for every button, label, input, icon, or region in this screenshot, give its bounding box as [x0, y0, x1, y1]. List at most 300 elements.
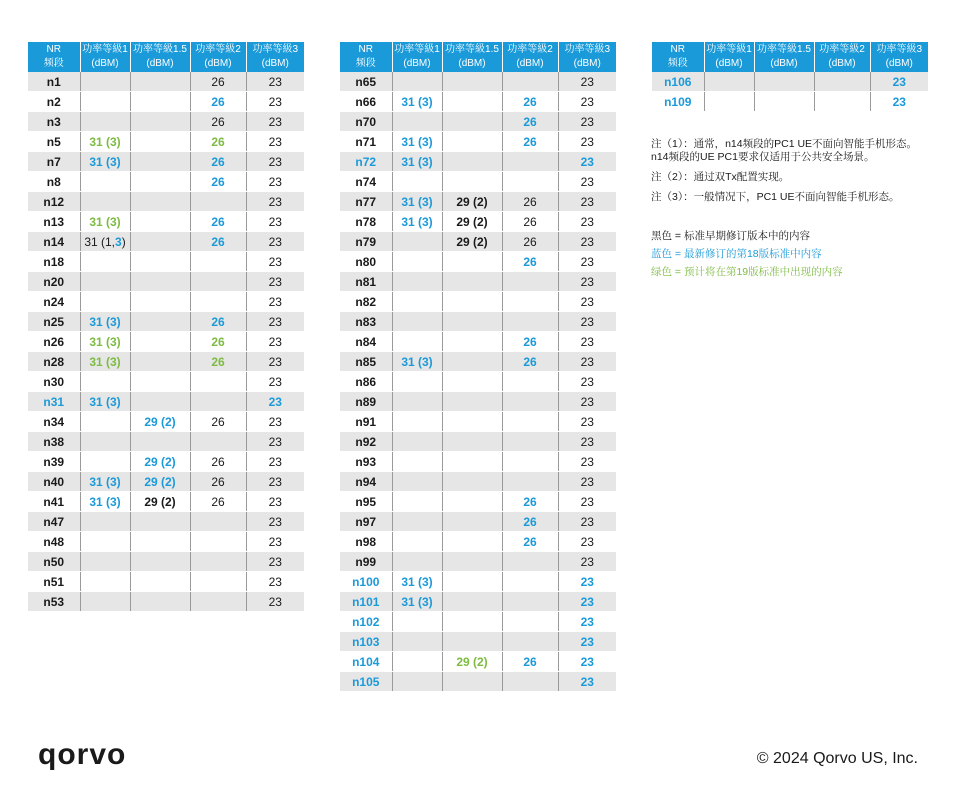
pc1-cell — [392, 232, 442, 252]
copyright-text: © 2024 Qorvo US, Inc. — [756, 750, 918, 767]
pc2-cell — [502, 292, 558, 312]
band-cell: n18 — [28, 252, 80, 272]
pc1-cell — [80, 92, 130, 112]
pc2-cell: 26 — [190, 352, 246, 372]
pc2-cell — [502, 392, 558, 412]
pc15-cell — [442, 252, 502, 272]
pc2-cell: 26 — [502, 192, 558, 212]
pc1-cell — [392, 272, 442, 292]
header-pc2 — [502, 42, 558, 72]
pc15-cell — [130, 432, 190, 452]
table-header — [28, 42, 304, 72]
header-line: (dBM) — [885, 58, 913, 69]
band-cell: n92 — [340, 432, 392, 452]
header-line: 功率等級3 — [564, 44, 611, 55]
pc2-cell: 26 — [190, 232, 246, 252]
pc3-cell: 23 — [246, 72, 304, 92]
header-line: NR — [670, 44, 685, 55]
header-line: NR — [46, 44, 61, 55]
table-row — [340, 372, 616, 392]
table-row — [28, 512, 304, 532]
table-row — [28, 352, 304, 372]
header-line: 功率等級2 — [819, 44, 865, 55]
pc15-cell — [130, 172, 190, 192]
pc15-cell — [442, 92, 502, 112]
pc1-cell — [704, 72, 754, 92]
pc2-cell — [502, 592, 558, 612]
pc15-cell — [442, 332, 502, 352]
pc1-cell — [80, 452, 130, 472]
pc2-cell — [502, 572, 558, 592]
band-cell: n51 — [28, 572, 80, 592]
pc2-cell: 26 — [502, 112, 558, 132]
pc2-cell: 26 — [190, 312, 246, 332]
pc3-cell: 23 — [558, 272, 616, 292]
band-cell: n12 — [28, 192, 80, 212]
band-cell: n53 — [28, 592, 80, 612]
table-row — [340, 432, 616, 452]
table-row — [340, 192, 616, 212]
band-cell: n82 — [340, 292, 392, 312]
pc2-cell: 26 — [502, 232, 558, 252]
pc2-cell: 26 — [190, 152, 246, 172]
pc15-cell — [442, 452, 502, 472]
pc3-cell: 23 — [246, 292, 304, 312]
pc15-cell: 29 (2) — [442, 212, 502, 232]
pc3-cell: 23 — [558, 392, 616, 412]
table-row — [340, 492, 616, 512]
pc15-cell — [130, 352, 190, 372]
header-pc15 — [754, 42, 814, 72]
pc3-cell: 23 — [558, 532, 616, 552]
pc2-cell — [190, 192, 246, 212]
pc3-cell: 23 — [558, 612, 616, 632]
pc15-cell — [130, 332, 190, 352]
pc3-cell: 23 — [558, 372, 616, 392]
pc15-cell — [130, 132, 190, 152]
pc1-cell: 31 (3) — [80, 212, 130, 232]
header-pc1 — [80, 42, 130, 72]
band-cell: n47 — [28, 512, 80, 532]
pc1-cell — [80, 572, 130, 592]
table-row — [340, 132, 616, 152]
header-line: 功率等級1.5 — [757, 44, 811, 55]
pc1-cell — [392, 652, 442, 672]
pc1-cell — [392, 552, 442, 572]
pc2-cell — [502, 372, 558, 392]
table-row — [28, 412, 304, 432]
header-line: (dBM) — [146, 58, 174, 69]
table-row — [340, 632, 616, 652]
header-line: 功率等級1 — [706, 44, 752, 55]
table-row — [28, 272, 304, 292]
pc2-cell — [190, 372, 246, 392]
table-row — [340, 232, 616, 252]
pc15-cell — [442, 272, 502, 292]
band-cell: n81 — [340, 272, 392, 292]
pc1-cell — [392, 252, 442, 272]
pc15-cell: 29 (2) — [442, 192, 502, 212]
pc3-cell: 23 — [246, 592, 304, 612]
table-row — [28, 212, 304, 232]
table-row — [28, 392, 304, 412]
pc1-cell: 31 (3) — [80, 472, 130, 492]
band-cell: n80 — [340, 252, 392, 272]
band-cell: n97 — [340, 512, 392, 532]
table-row — [340, 512, 616, 532]
header-band — [340, 42, 392, 72]
pc15-cell — [130, 272, 190, 292]
band-cell: n102 — [340, 612, 392, 632]
table-row — [28, 492, 304, 512]
pc3-cell: 23 — [558, 632, 616, 652]
band-cell: n20 — [28, 272, 80, 292]
band-cell: n1 — [28, 72, 80, 92]
pc15-cell: 29 (2) — [130, 472, 190, 492]
pc3-cell: 23 — [246, 172, 304, 192]
pc3-cell: 23 — [870, 92, 928, 112]
table-row — [340, 532, 616, 552]
table-row — [340, 172, 616, 192]
table-row — [340, 292, 616, 312]
table-row — [340, 652, 616, 672]
pc1-cell: 31 (3) — [392, 212, 442, 232]
pc1-cell: 31 (3) — [392, 92, 442, 112]
table-row — [28, 472, 304, 492]
band-cell: n93 — [340, 452, 392, 472]
pc15-cell — [130, 152, 190, 172]
pc15-cell — [442, 532, 502, 552]
pc15-cell — [130, 212, 190, 232]
pc1-cell: 31 (3) — [80, 352, 130, 372]
table-row — [28, 312, 304, 332]
pc15-cell — [130, 72, 190, 92]
pc15-cell — [130, 512, 190, 532]
band-cell: n95 — [340, 492, 392, 512]
band-cell: n74 — [340, 172, 392, 192]
pc2-cell: 26 — [190, 92, 246, 112]
pc15-cell — [442, 172, 502, 192]
band-cell: n5 — [28, 132, 80, 152]
pc3-cell: 23 — [558, 512, 616, 532]
band-cell: n66 — [340, 92, 392, 112]
pc1-cell: 31 (3) — [392, 592, 442, 612]
pc1-cell — [392, 292, 442, 312]
pc1-cell — [392, 492, 442, 512]
band-cell: n79 — [340, 232, 392, 252]
header-band — [652, 42, 704, 72]
legend-green: 绿色 = 预计将在第19版标准中出现的内容 — [651, 266, 843, 278]
pc3-cell: 23 — [246, 272, 304, 292]
pc2-cell — [502, 272, 558, 292]
band-cell: n25 — [28, 312, 80, 332]
pc3-cell: 23 — [558, 652, 616, 672]
header-pc15 — [442, 42, 502, 72]
pc1-cell — [392, 392, 442, 412]
pc3-cell: 23 — [558, 292, 616, 312]
pc3-cell: 23 — [558, 472, 616, 492]
pc15-cell — [130, 372, 190, 392]
header-line: (dBM) — [770, 58, 798, 69]
table-row — [28, 332, 304, 352]
table-row — [28, 372, 304, 392]
band-cell: n7 — [28, 152, 80, 172]
header-line: (dBM) — [261, 58, 289, 69]
pc3-cell: 23 — [246, 552, 304, 572]
table-row — [340, 392, 616, 412]
pc15-cell — [442, 292, 502, 312]
pc15-cell — [442, 432, 502, 452]
pc1-cell: 31 (3) — [80, 132, 130, 152]
pc3-cell: 23 — [558, 452, 616, 472]
pc1-cell — [80, 532, 130, 552]
pc1-cell: 31 (3) — [80, 332, 130, 352]
band-cell: n38 — [28, 432, 80, 452]
pc1-cell — [392, 452, 442, 472]
table-row — [28, 192, 304, 212]
header-line: (dBM) — [403, 58, 431, 69]
pc15-cell — [130, 112, 190, 132]
pc1-cell — [80, 592, 130, 612]
pc3-cell: 23 — [558, 152, 616, 172]
band-cell: n94 — [340, 472, 392, 492]
header-line: NR — [358, 44, 373, 55]
pc2-cell — [502, 172, 558, 192]
pc2-cell: 26 — [502, 252, 558, 272]
power-class-table-1 — [28, 42, 304, 612]
note-1-line-2: n14频段的UE PC1要求仅适用于公共安全场景。 — [651, 151, 875, 163]
pc2-cell: 26 — [190, 492, 246, 512]
pc1-cell — [392, 632, 442, 652]
pc2-cell — [502, 552, 558, 572]
header-line: 功率等級1 — [394, 44, 440, 55]
pc3-cell: 23 — [558, 172, 616, 192]
table-row — [340, 92, 616, 112]
pc15-cell — [130, 312, 190, 332]
pc2-cell — [502, 612, 558, 632]
pc2-cell — [190, 392, 246, 412]
pc1-cell: 31 (3) — [392, 572, 442, 592]
header-line: 频段 — [355, 58, 376, 69]
pc2-cell — [814, 72, 870, 92]
pc15-cell — [130, 192, 190, 212]
pc2-cell — [814, 92, 870, 112]
pc2-cell: 26 — [190, 72, 246, 92]
pc2-cell — [502, 72, 558, 92]
band-cell: n28 — [28, 352, 80, 372]
table-row — [28, 252, 304, 272]
pc2-cell: 26 — [502, 492, 558, 512]
band-cell: n50 — [28, 552, 80, 572]
pc15-cell — [130, 292, 190, 312]
table-row — [340, 212, 616, 232]
pc15-cell: 29 (2) — [130, 412, 190, 432]
pc2-cell — [502, 632, 558, 652]
pc15-cell — [130, 532, 190, 552]
pc15-cell — [442, 372, 502, 392]
pc2-cell: 26 — [502, 332, 558, 352]
pc15-cell — [442, 72, 502, 92]
band-cell: n30 — [28, 372, 80, 392]
pc15-cell — [130, 232, 190, 252]
header-band — [28, 42, 80, 72]
band-cell: n3 — [28, 112, 80, 132]
pc15-cell — [130, 252, 190, 272]
pc3-cell: 23 — [246, 572, 304, 592]
table-row — [28, 432, 304, 452]
header-line: (dBM) — [828, 58, 856, 69]
pc1-cell: 31 (3) — [392, 192, 442, 212]
pc1-cell — [80, 172, 130, 192]
header-pc2 — [190, 42, 246, 72]
band-cell: n83 — [340, 312, 392, 332]
pc2-cell: 26 — [190, 212, 246, 232]
note-2: 注（2）：通过双Tx配置实现。 — [651, 171, 790, 183]
table-row — [28, 172, 304, 192]
pc15-cell — [442, 152, 502, 172]
pc2-cell — [502, 312, 558, 332]
band-cell: n77 — [340, 192, 392, 212]
header-line: 功率等級2 — [507, 44, 553, 55]
pc3-cell: 23 — [246, 152, 304, 172]
band-cell: n101 — [340, 592, 392, 612]
note-1 — [651, 138, 951, 164]
header-line: 频段 — [43, 58, 64, 69]
pc2-cell — [190, 252, 246, 272]
table-row — [28, 132, 304, 152]
table-row — [340, 552, 616, 572]
pc2-cell: 26 — [190, 332, 246, 352]
pc3-cell: 23 — [246, 312, 304, 332]
table-row — [652, 72, 928, 92]
pc3-cell: 23 — [558, 592, 616, 612]
pc3-cell: 23 — [246, 352, 304, 372]
pc3-cell: 23 — [246, 92, 304, 112]
header-line: (dBM) — [204, 58, 232, 69]
pc1-cell — [80, 292, 130, 312]
pc2-cell — [190, 512, 246, 532]
band-cell: n2 — [28, 92, 80, 112]
table-row — [340, 332, 616, 352]
qorvo-logo — [38, 740, 150, 770]
pc1-cell — [392, 372, 442, 392]
pc3-cell: 23 — [558, 72, 616, 92]
pc3-cell: 23 — [558, 572, 616, 592]
pc1-cell — [80, 192, 130, 212]
pc1-cell — [392, 412, 442, 432]
pc15-cell — [442, 112, 502, 132]
pc1-cell — [392, 432, 442, 452]
table-row — [28, 92, 304, 112]
table-row — [28, 552, 304, 572]
band-cell: n99 — [340, 552, 392, 572]
header-line: 功率等級1.5 — [133, 44, 187, 55]
pc15-cell — [442, 552, 502, 572]
pc1-cell — [392, 312, 442, 332]
pc15-cell — [442, 472, 502, 492]
pc3-cell: 23 — [558, 312, 616, 332]
pc1-cell — [392, 612, 442, 632]
pc3-cell: 23 — [246, 472, 304, 492]
band-cell: n106 — [652, 72, 704, 92]
pc2-cell — [190, 272, 246, 292]
table-row — [340, 672, 616, 692]
table-row — [28, 72, 304, 92]
header-pc3 — [558, 42, 616, 72]
band-cell: n71 — [340, 132, 392, 152]
pc15-cell: 29 (2) — [130, 452, 190, 472]
pc2-cell — [190, 432, 246, 452]
band-cell: n26 — [28, 332, 80, 352]
pc3-cell: 23 — [246, 232, 304, 252]
pc1-cell — [80, 432, 130, 452]
band-cell: n8 — [28, 172, 80, 192]
pc15-cell — [130, 592, 190, 612]
pc2-cell: 26 — [190, 472, 246, 492]
pc2-cell — [502, 472, 558, 492]
pc1-cell — [392, 672, 442, 692]
pc2-cell — [502, 672, 558, 692]
pc1-cell — [392, 72, 442, 92]
table-header — [652, 42, 928, 72]
pc15-cell — [130, 552, 190, 572]
pc15-cell — [442, 612, 502, 632]
header-line: 功率等級1 — [82, 44, 128, 55]
pc3-cell: 23 — [558, 432, 616, 452]
pc1-cell — [392, 512, 442, 532]
pc1-cell — [80, 412, 130, 432]
svg-text:qorvo: qorvo — [38, 740, 127, 770]
pc3-cell: 23 — [246, 492, 304, 512]
band-cell: n103 — [340, 632, 392, 652]
table-row — [28, 292, 304, 312]
pc2-cell: 26 — [190, 132, 246, 152]
power-class-table-2 — [340, 42, 616, 692]
band-cell: n72 — [340, 152, 392, 172]
pc3-cell: 23 — [246, 212, 304, 232]
pc2-cell: 26 — [190, 412, 246, 432]
band-cell: n70 — [340, 112, 392, 132]
pc1-cell — [392, 332, 442, 352]
pc3-cell: 23 — [246, 332, 304, 352]
pc15-cell — [130, 572, 190, 592]
pc1-cell: 31 (1,3) — [80, 232, 130, 252]
pc15-cell — [442, 512, 502, 532]
band-cell: n109 — [652, 92, 704, 112]
pc3-cell: 23 — [558, 192, 616, 212]
pc2-cell: 26 — [190, 112, 246, 132]
table-row — [340, 312, 616, 332]
pc3-cell: 23 — [558, 212, 616, 232]
pc3-cell: 23 — [558, 352, 616, 372]
pc2-cell: 26 — [502, 352, 558, 372]
header-pc1 — [704, 42, 754, 72]
pc15-cell: 29 (2) — [442, 652, 502, 672]
header-pc2 — [814, 42, 870, 72]
pc1-cell — [704, 92, 754, 112]
pc3-cell: 23 — [246, 192, 304, 212]
pc1-cell: 31 (3) — [80, 492, 130, 512]
pc15-cell — [442, 592, 502, 612]
pc3-cell: 23 — [246, 372, 304, 392]
pc15-cell — [442, 492, 502, 512]
table-row — [340, 592, 616, 612]
table-row — [340, 572, 616, 592]
table-row — [340, 72, 616, 92]
pc1-cell: 31 (3) — [80, 392, 130, 412]
table-row — [340, 112, 616, 132]
header-line: 功率等級3 — [252, 44, 299, 55]
